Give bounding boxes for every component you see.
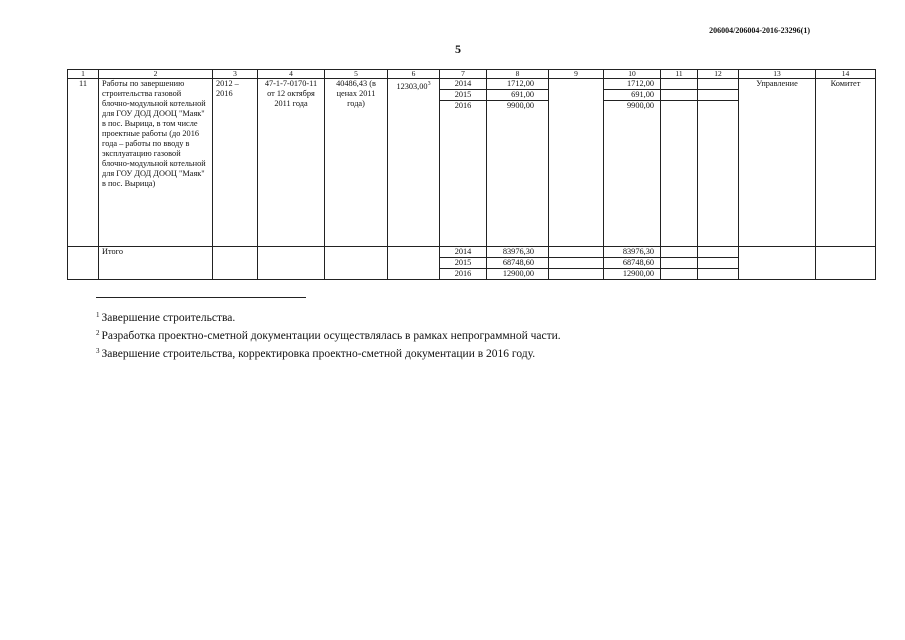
- empty-cell: [68, 247, 99, 280]
- empty-cell: [325, 247, 388, 280]
- responsible-cell: Управление: [739, 79, 816, 247]
- col-header: 13: [739, 70, 816, 79]
- amount-cell: 9900,00: [604, 101, 661, 247]
- empty-cell: [661, 269, 698, 280]
- empty-cell: [816, 247, 876, 280]
- year-cell: 2014: [440, 79, 487, 90]
- empty-cell: [661, 79, 698, 90]
- amount-cell: 12900,00: [487, 269, 549, 280]
- amount-cell: 9900,00: [487, 101, 549, 247]
- footnotes: [96, 308, 561, 362]
- table-row: [68, 247, 876, 258]
- empty-cell: [698, 79, 739, 90]
- value-text: 12303,00: [396, 81, 428, 91]
- empty-cell: [698, 269, 739, 280]
- amount-cell: 12900,00: [604, 269, 661, 280]
- value-cell: [388, 79, 440, 247]
- column-number-row: [68, 70, 876, 79]
- amount-cell: 83976,30: [487, 247, 549, 258]
- col-header: 7: [440, 70, 487, 79]
- empty-cell: [213, 247, 258, 280]
- empty-cell: [258, 247, 325, 280]
- footnote-text: Завершение строительства, корректировка проектно-сметной документации в 2016 году.: [101, 348, 536, 360]
- empty-cell: [661, 90, 698, 101]
- footnote-text: Завершение строительства.: [101, 312, 236, 324]
- year-cell: 2014: [440, 247, 487, 258]
- empty-cell: [739, 247, 816, 280]
- empty-cell: [698, 101, 739, 247]
- col-header: 3: [213, 70, 258, 79]
- row-number: 11: [68, 79, 99, 247]
- amount-cell: 691,00: [604, 90, 661, 101]
- amount-cell: 1712,00: [604, 79, 661, 90]
- year-cell: 2016: [440, 269, 487, 280]
- total-label: Итого: [99, 247, 213, 280]
- empty-cell: [388, 247, 440, 280]
- footnote-mark: 3: [96, 347, 100, 355]
- amount-cell: 68748,60: [487, 258, 549, 269]
- committee-cell: Комитет: [816, 79, 876, 247]
- empty-cell: [661, 258, 698, 269]
- amount-cell: 68748,60: [604, 258, 661, 269]
- year-cell: 2015: [440, 258, 487, 269]
- page-number: 5: [455, 42, 461, 56]
- col-header: 2: [99, 70, 213, 79]
- col-header: 6: [388, 70, 440, 79]
- period-cell: 2012 – 2016: [213, 79, 258, 247]
- amount-cell: 1712,00: [487, 79, 549, 90]
- empty-cell: [661, 247, 698, 258]
- footnote-mark: 2: [96, 329, 100, 337]
- col-header: 9: [549, 70, 604, 79]
- program-table: [67, 69, 876, 280]
- cost-cell: 40486,43 (в ценах 2011 года): [325, 79, 388, 247]
- col-header: 8: [487, 70, 549, 79]
- footnote-item: [96, 308, 561, 326]
- footnote-separator: [96, 297, 306, 298]
- footnote-item: [96, 344, 561, 362]
- empty-cell: [661, 101, 698, 247]
- empty-cell: [549, 79, 604, 247]
- footnote-ref: 3: [427, 81, 431, 87]
- table-row: [68, 79, 876, 90]
- col-header: 4: [258, 70, 325, 79]
- empty-cell: [549, 269, 604, 280]
- work-description: Работы по завершению строительства газовой блочно-модульной котельной для ГОУ ДОД ДООЦ "Маяк" в пос. Вырица, в том числе проектные работы (до 2016 года – работы по вводу в эксплуатацию газовой блочно-модульной котельной для ГОУ ДОД ДООЦ "Маяк" в пос. Вырица): [99, 79, 213, 247]
- col-header: 14: [816, 70, 876, 79]
- footnote-item: [96, 326, 561, 344]
- empty-cell: [549, 247, 604, 258]
- year-cell: 2016: [440, 101, 487, 247]
- empty-cell: [698, 258, 739, 269]
- document-id: 206004/206004-2016-23296(1): [709, 26, 810, 35]
- col-header: 10: [604, 70, 661, 79]
- empty-cell: [698, 90, 739, 101]
- footnote-mark: 1: [96, 311, 100, 319]
- col-header: 12: [698, 70, 739, 79]
- col-header: 5: [325, 70, 388, 79]
- footnote-text: Разработка проектно-сметной документации осуществлялась в рамках непрограммной части.: [101, 330, 561, 342]
- year-cell: 2015: [440, 90, 487, 101]
- empty-cell: [549, 258, 604, 269]
- document-cell: 47-1-7-0170-11 от 12 октября 2011 года: [258, 79, 325, 247]
- amount-cell: 691,00: [487, 90, 549, 101]
- col-header: 1: [68, 70, 99, 79]
- col-header: 11: [661, 70, 698, 79]
- amount-cell: 83976,30: [604, 247, 661, 258]
- empty-cell: [698, 247, 739, 258]
